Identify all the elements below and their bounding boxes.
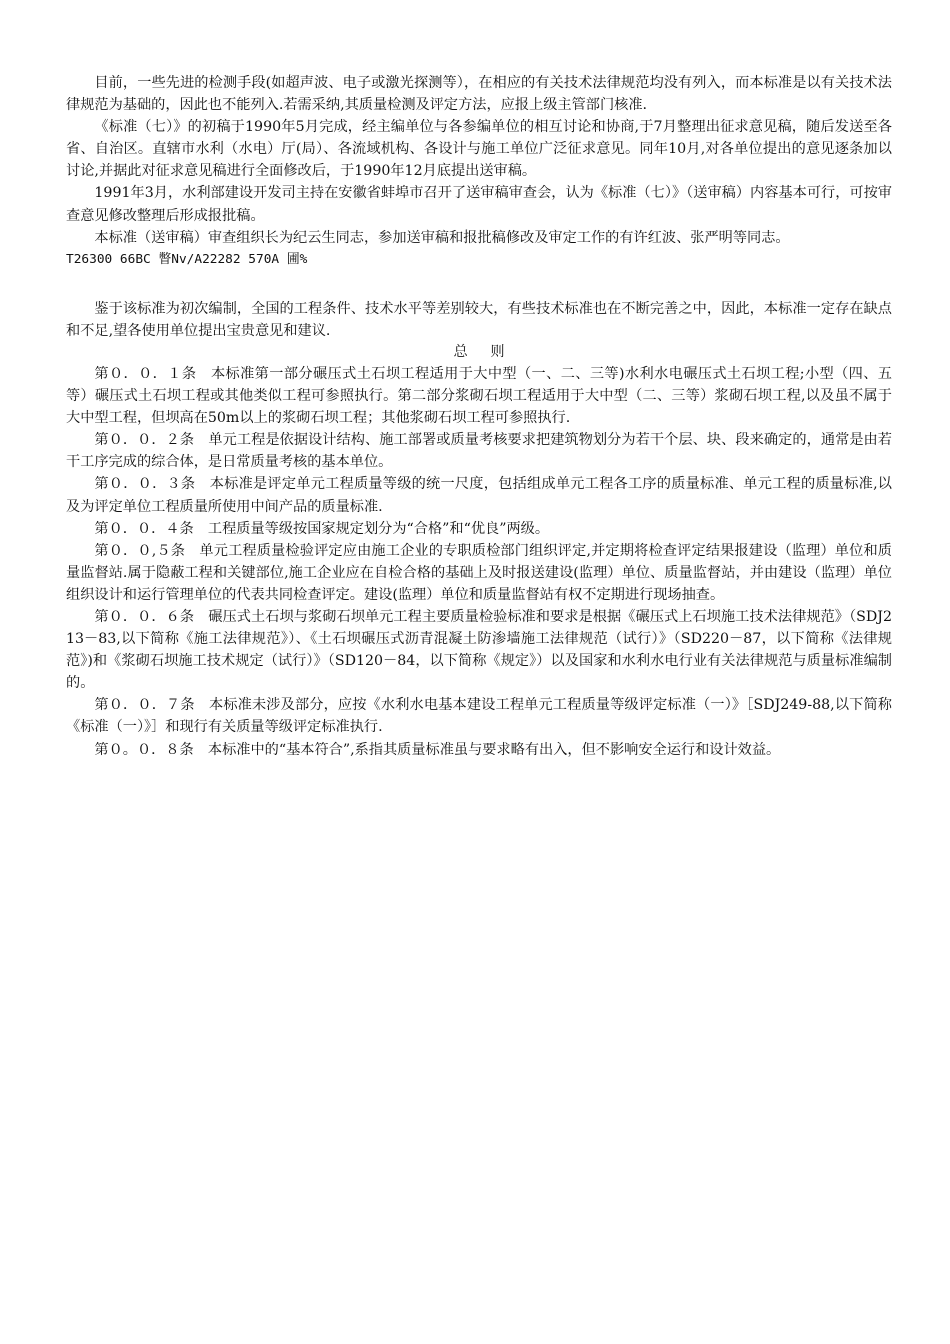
- spacer: [66, 271, 892, 298]
- intro-paragraph-detection-methods: 目前，一些先进的检测手段(如超声波、电子或激光探测等），在相应的有关技术法律规范均没有列入，而本标准是以有关技术法律规范为基础的，因此也不能列入.若需采纳,其质量检测及评定方法，应报上级主管部门核准.: [66, 75, 892, 114]
- article-0-0-7: 第０．０．７条 本标准未涉及部分，应按《水利水电基本建设工程单元工程质量等级评定标准（一）》［SDJ249-88,以下简称《标准（一）》］和现行有关质量等级评定标准执行.: [66, 697, 892, 736]
- garbled-code-line: T26300 66BC 瞥Nv/A22282 570A 圃%: [66, 251, 308, 267]
- article-0-0-8: 第０。０．８条 本标准中的“基本符合”,系指其质量标准虽与要求略有出入，但不影响安全运行和设计效益。: [94, 741, 781, 758]
- article-0-0-3: 第０．０．３条 本标准是评定单元工程质量等级的统一尺度，包括组成单元工程各工序的质量标准、单元工程的质量标准,以及为评定单位工程质量所使用中间产品的质量标准.: [66, 476, 892, 515]
- closing-paragraph: 鉴于该标准为初次编制，全国的工程条件、技术水平等差别较大，有些技术标准也在不断完善之中，因此，本标准一定存在缺点和不足,望各使用单位提出宝贵意见和建议.: [66, 300, 892, 339]
- article-0-0-5: 第０．０,５条 单元工程质量检验评定应由施工企业的专职质检部门组织评定,并定期将检查评定结果报建设（监理）单位和质量监督站.属于隐蔽工程和关键部位,施工企业应在自检合格的基础上及时报送建设(监理）单位、质量监督站，并由建设（监理）单位组织设计和运行管理单位的代表共同检查评定。建设(监理）单位和质量监督站有权不定期进行现场抽查。: [66, 542, 892, 603]
- article-0-0-1: 第０．０．１条 本标准第一部分碾压式土石坝工程适用于大中型（一、二、三等)水利水电碾压式土石坝工程;小型（四、五等）碾压式土石坝工程或其他类似工程可参照执行。第二部分浆砌石坝工程适用于大中型（二、三等）浆砌石坝工程,以及虽不属于大中型工程，但坝高在50m以上的浆砌石坝工程；其他浆砌石坝工程可参照执行.: [66, 365, 892, 427]
- intro-paragraph-draft-history: 《标准（七）》的初稿于1990年5月完成，经主编单位与各参编单位的相互讨论和协商,于7月整理出征求意见稿，随后发送至各省、自治区。直辖市水利（水电）厅(局）、各流域机构、各设计与施工单位广泛征求意见。同年10月,对各单位提出的意见逐条加以讨论,并据此对征求意见稿进行全面修改后，于1990年12月底提出送审稿。: [66, 119, 892, 180]
- section-heading-general: 总则: [453, 343, 528, 360]
- article-0-0-6: 第０．０．６条 碾压式土石坝与浆砌石坝单元工程主要质量检验标准和要求是根据《碾压式上石坝施工技术法律规范》（SDJ213－83,以下简称《施工法律规范》）、《土石坝碾压式沥青混凝土防渗墙施工法律规范（试行）》（SD220－87，以下简称《法律规范》)和《浆砌石坝施工技术规定（试行）》（SD120－84，以下简称《规定》）以及国家和水利水电行业有关法律规范与质量标准编制的。: [66, 608, 892, 692]
- intro-paragraph-review-team: 本标准（送审稿）审查组织长为纪云生同志，参加送审稿和报批稿修改及审定工作的有许红波、张严明等同志。: [94, 229, 790, 246]
- article-0-0-2: 第０．０．２条 单元工程是依据设计结构、施工部署或质量考核要求把建筑物划分为若干个层、块、段来确定的，通常是由若干工序完成的综合体，是日常质量考核的基本单位。: [66, 432, 892, 471]
- article-0-0-4: 第０．０．４条 工程质量等级按国家规定划分为“合格”和“优良”两级。: [94, 520, 550, 537]
- intro-paragraph-review-meeting: 1991年3月，水利部建设开发司主持在安徽省蚌埠市召开了送审稿审查会，认为《标准（七）》（送审稿）内容基本可行，可按审查意见修改整理后形成报批稿。: [66, 185, 892, 224]
